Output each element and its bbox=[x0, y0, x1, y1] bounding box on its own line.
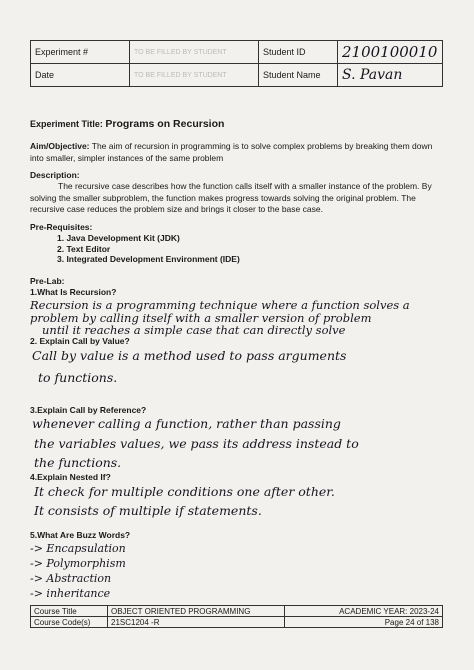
aim-text: The aim of recursion in programming is to solve complex problems by breaking them down into smaller, simpler instances of the same problem bbox=[30, 141, 433, 163]
answer-3-line-1: whenever calling a function, rather than passing bbox=[32, 416, 341, 431]
question-3: 3.Explain Call by Reference? bbox=[30, 405, 147, 415]
answer-3-line-2: the variables values, we pass its address instead to bbox=[34, 436, 359, 451]
question-1: 1.What Is Recursion? bbox=[30, 287, 117, 297]
description-text: The recursive case describes how the function calls itself with a smaller instance of the problem. By solving the smaller subproblem, the function makes progress towards solving the original problem. The recursive case reduces the problem size and brings it closer to the base case. bbox=[30, 181, 432, 214]
answer-4-line-1: It check for multiple conditions one after other. bbox=[34, 484, 335, 499]
prerequisites-list bbox=[57, 233, 240, 265]
course-code-value: 21SC1204 -R bbox=[108, 617, 285, 628]
experiment-title-value: Programs on Recursion bbox=[105, 118, 225, 130]
buzzword-polymorphism: -> Polymorphism bbox=[30, 557, 126, 570]
footer-table bbox=[30, 605, 443, 628]
experiment-value: TO BE FILLED BY STUDENT bbox=[130, 41, 259, 64]
prelab-heading: Pre-Lab: bbox=[30, 276, 65, 286]
buzzword-abstraction: -> Abstraction bbox=[30, 572, 112, 585]
question-2: 2. Explain Call by Value? bbox=[30, 336, 130, 346]
academic-year: ACADEMIC YEAR: 2023-24 bbox=[285, 606, 443, 617]
course-title-label: Course Title bbox=[31, 606, 108, 617]
answer-1-line-2: problem by calling itself with a smaller version of problem bbox=[30, 311, 372, 325]
prerequisite-item: 3. Integrated Development Environment (IDE) bbox=[57, 254, 240, 264]
student-id-value: 2100100010 bbox=[338, 41, 443, 64]
answer-1-line-3: until it reaches a simple case that can directly solve bbox=[42, 323, 346, 337]
experiment-label: Experiment # bbox=[31, 41, 130, 64]
aim-section bbox=[30, 140, 435, 164]
course-code-label: Course Code(s) bbox=[31, 617, 108, 628]
date-label: Date bbox=[31, 64, 130, 87]
answer-1-line-1: Recursion is a programming technique where a function solves a bbox=[30, 298, 410, 312]
prerequisite-item: 1. Java Development Kit (JDK) bbox=[57, 233, 180, 243]
aim-label: Aim/Objective: bbox=[30, 141, 90, 151]
buzzword-encapsulation: -> Encapsulation bbox=[30, 542, 126, 555]
student-name-value: S. Pavan bbox=[338, 64, 443, 87]
page-number: Page 24 of 138 bbox=[285, 617, 443, 628]
prerequisites-heading: Pre-Requisites: bbox=[30, 222, 93, 232]
student-id-label: Student ID bbox=[259, 41, 338, 64]
answer-2-line-1: Call by value is a method used to pass arguments bbox=[32, 348, 347, 363]
question-5: 5.What Are Buzz Words? bbox=[30, 530, 131, 540]
experiment-title-label: Experiment Title: bbox=[30, 119, 103, 129]
question-4: 4.Explain Nested If? bbox=[30, 472, 111, 482]
prerequisite-item: 2. Text Editor bbox=[57, 243, 111, 254]
course-title-value: OBJECT ORIENTED PROGRAMMING bbox=[108, 606, 285, 617]
answer-3-line-3: the functions. bbox=[34, 455, 122, 470]
answer-2-line-2: to functions. bbox=[38, 370, 118, 385]
date-value: TO BE FILLED BY STUDENT bbox=[130, 64, 259, 87]
buzzword-inheritance: -> inheritance bbox=[30, 587, 111, 600]
experiment-title bbox=[30, 118, 224, 130]
header-table bbox=[30, 40, 443, 87]
student-name-label: Student Name bbox=[259, 64, 338, 87]
description-heading: Description: bbox=[30, 170, 80, 180]
answer-4-line-2: It consists of multiple if statements. bbox=[34, 503, 262, 518]
